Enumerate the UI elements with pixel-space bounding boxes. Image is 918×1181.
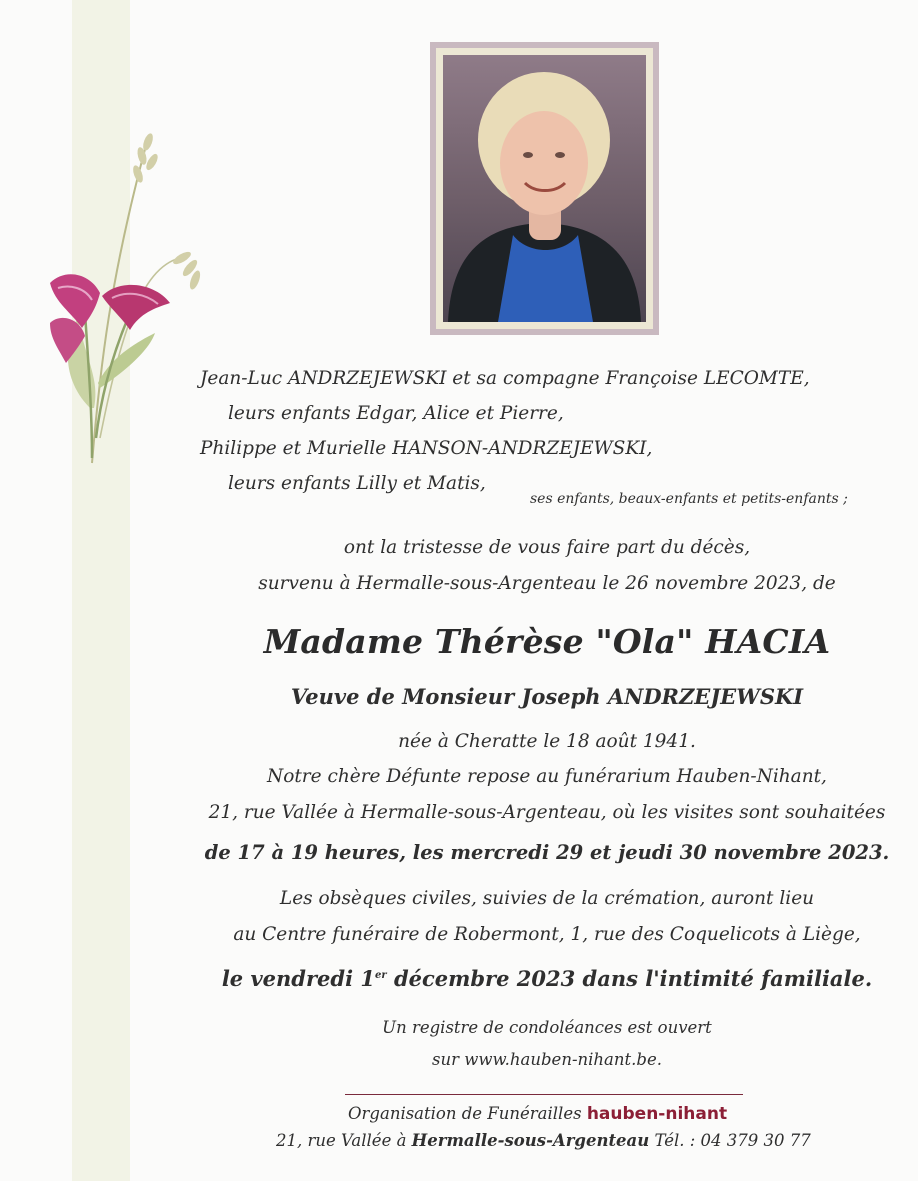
announcement-line-1: ont la tristesse de vous faire part du décès,	[343, 537, 751, 558]
funeral-line-1: Les obsèques civiles, suivies de la crémation, auront lieu	[279, 888, 815, 909]
funeral-date-prefix: le vendredi 1	[221, 966, 375, 991]
brand-logo: hauben-nihant	[586, 1104, 728, 1124]
footer-phone: Tél. : 04 379 30 77	[649, 1131, 811, 1150]
condolences-line-1: Un registre de condoléances est ouvert	[382, 1018, 712, 1037]
funeral-date-suffix: décembre 2023 dans l'intimité familiale.	[386, 966, 873, 991]
funeral-date	[88, 966, 918, 991]
widow-of: Veuve de Monsieur Joseph ANDRZEJEWSKI	[290, 684, 804, 709]
footer-address	[276, 1131, 811, 1150]
funeral-date-sup: er	[375, 970, 387, 981]
footer-organisation	[348, 1104, 727, 1124]
footer-org-prefix: Organisation de Funérailles	[348, 1104, 587, 1123]
birth-info: née à Cheratte le 18 août 1941.	[398, 731, 696, 752]
family-line-4: leurs enfants Lilly et Matis,	[228, 473, 486, 494]
family-line-2: leurs enfants Edgar, Alice et Pierre,	[228, 403, 564, 424]
family-line-1: Jean-Luc ANDRZEJEWSKI et sa compagne Françoise LECOMTE,	[200, 368, 810, 389]
condolences-link[interactable]: sur www.hauben-nihant.be.	[432, 1050, 662, 1069]
footer-address-prefix: 21, rue Vallée à	[276, 1131, 412, 1150]
portrait-mat	[436, 48, 653, 329]
footer-divider	[345, 1094, 743, 1095]
family-relation: ses enfants, beaux-enfants et petits-enfants ;	[530, 491, 848, 507]
deceased-name: Madame Thérèse "Ola" HACIA	[263, 622, 831, 661]
footer-address-town: Hermalle-sous-Argenteau	[411, 1131, 650, 1150]
family-line-3: Philippe et Murielle HANSON-ANDRZEJEWSKI,	[200, 438, 653, 459]
visits-hours: de 17 à 19 heures, les mercredi 29 et jeudi 30 novembre 2023.	[204, 841, 890, 864]
portrait-frame	[430, 42, 659, 335]
announcement-line-2: survenu à Hermalle-sous-Argenteau le 26 novembre 2023, de	[258, 573, 836, 594]
visits-line-1: Notre chère Défunte repose au funérarium Hauben-Nihant,	[267, 766, 827, 787]
portrait-photo	[443, 55, 646, 322]
calla-lily-illustration	[30, 108, 220, 473]
visits-line-2: 21, rue Vallée à Hermalle-sous-Argenteau, où les visites sont souhaitées	[208, 802, 886, 823]
funeral-line-2: au Centre funéraire de Robermont, 1, rue des Coquelicots à Liège,	[233, 924, 861, 945]
